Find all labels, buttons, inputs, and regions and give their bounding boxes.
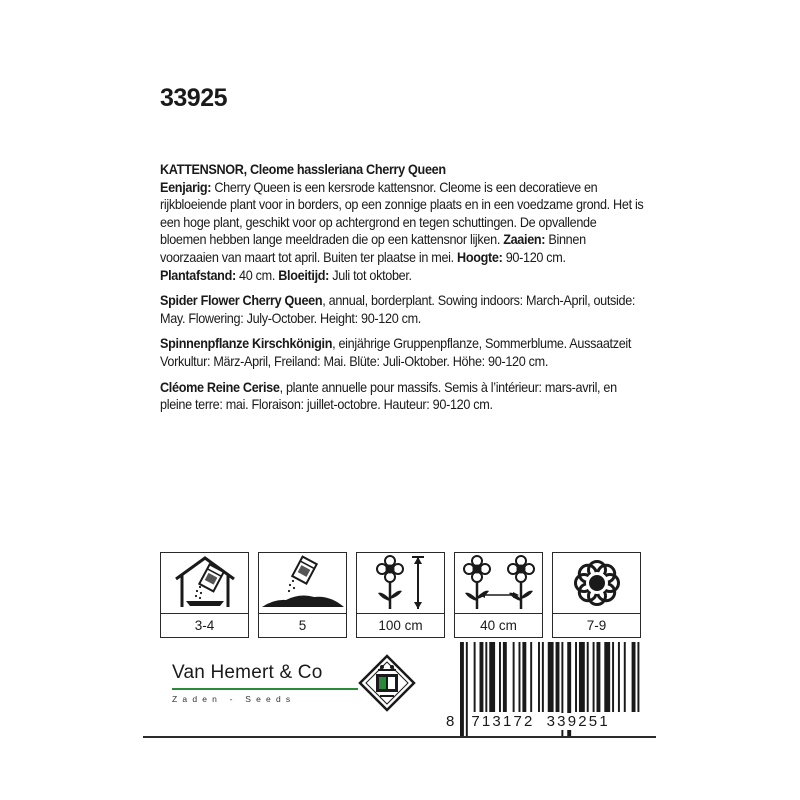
dutch-text-1: Cherry Queen is een kersrode kattensnor. Cleome is een decoratieve en rijkbloeiende plant voor in borders, op een zonnige plaats en in een voedzame grond. Het is een hoge plant, geschikt voor op achtergrond en tegen schuttingen. De opvallende bloemen hebben lange meeldraden die op een kattensnor lijken.	[160, 179, 644, 248]
barcode-bar	[593, 642, 595, 712]
barcode-right-group: 339251	[546, 712, 610, 730]
barcode-bar	[530, 642, 532, 712]
barcode-bar	[575, 642, 577, 712]
barcode-bar	[485, 642, 487, 712]
dutch-text-2: Binnen voorzaaien van maart tot april. Buiten ter plaatse in mei.	[160, 232, 586, 265]
barcode-bar	[548, 642, 554, 712]
icon-cell-flowering	[552, 552, 641, 638]
english-description	[160, 292, 644, 327]
barcode-bar	[522, 642, 526, 712]
barcode-bar	[579, 642, 585, 712]
outdoor-sowing-icon	[260, 555, 346, 611]
plant-height-icon	[366, 555, 436, 611]
dutch-text-3: 90-120 cm.	[502, 249, 566, 265]
icon-cell-plant-height	[356, 552, 445, 638]
english-variety-name: Spider Flower Cherry Queen	[160, 293, 323, 309]
french-description	[160, 379, 644, 414]
brand-underline	[172, 688, 358, 690]
barcode-bar	[587, 642, 589, 712]
outdoor-sowing-months: 5	[298, 618, 307, 633]
dutch-variety-name: KATTENSNOR, Cleome hassleriana Cherry Queen	[160, 162, 446, 177]
barcode-bar	[474, 642, 476, 712]
barcode-bar	[624, 642, 626, 712]
barcode-bar	[499, 642, 501, 712]
barcode-left-group: 713172	[471, 712, 535, 730]
dutch-description	[160, 161, 644, 284]
german-description	[160, 335, 644, 370]
brand-block	[172, 662, 362, 704]
barcode-bar	[538, 642, 540, 712]
label-hoogte: Hoogte:	[457, 249, 503, 265]
german-variety-name: Spinnenpflanze Kirschkönigin	[160, 336, 333, 352]
plant-spacing-icon	[459, 555, 539, 611]
label-eenjarig: Eenjarig:	[160, 179, 212, 195]
french-variety-name: Cléome Reine Cerise	[160, 379, 280, 395]
barcode-bar	[556, 642, 560, 712]
barcode-bar	[542, 642, 544, 712]
label-plantafstand: Plantafstand:	[160, 267, 236, 283]
barcode-first-digit: 8	[446, 712, 456, 730]
bottom-rule	[143, 736, 656, 738]
plant-height-value: 100 cm	[378, 618, 423, 633]
article-number: 33925	[160, 84, 228, 112]
brand-name: Van Hemert & Co	[172, 662, 323, 683]
french-text: , plante annuelle pour massifs. Semis à l’intérieur: mars-avril, en pleine terre: mai. Floraison: juillet-octobre. Hauteur: 90-120 cm.	[160, 379, 617, 413]
growing-info-icons	[160, 552, 641, 638]
indoor-sowing-months: 3-4	[194, 618, 215, 633]
icon-cell-indoor-sowing	[160, 552, 249, 638]
flowering-icon	[569, 555, 625, 611]
barcode-bar	[604, 642, 610, 712]
brand-tagline: Zaden - Seeds	[172, 694, 296, 704]
icon-cell-plant-spacing	[454, 552, 543, 638]
icon-cell-outdoor-sowing	[258, 552, 347, 638]
barcode-digits	[446, 710, 642, 732]
barcode-bar	[637, 642, 639, 712]
english-text: , annual, borderplant. Sowing indoors: March-April, outside: May. Flowering: July-October. Height: 90-120 cm.	[160, 293, 636, 326]
barcode-bar	[612, 642, 614, 712]
indoor-sowing-icon	[170, 555, 240, 611]
dutch-text-5: Juli tot oktober.	[329, 267, 412, 283]
barcode-bar	[489, 642, 495, 712]
barcode-bar	[618, 642, 620, 712]
description-text	[160, 161, 644, 422]
german-text: , einjährige Gruppenpflanze, Sommerblume. Aussaatzeit Vorkultur: März-April, Freiland: Mai. Blüte: Juli-Oktober. Höhe: 90-120 cm.	[160, 336, 632, 369]
barcode-bar	[513, 642, 515, 712]
flowering-months: 7-9	[586, 618, 607, 633]
barcode-bar	[503, 642, 507, 712]
barcode-bar	[480, 642, 484, 712]
dutch-text-4: 40 cm.	[235, 267, 279, 283]
brand-logo-icon	[358, 654, 416, 712]
plant-spacing-value: 40 cm	[480, 618, 517, 633]
barcode-bar	[632, 642, 636, 712]
label-zaaien: Zaaien:	[503, 232, 546, 248]
barcode-bar	[597, 642, 601, 712]
barcode-bar	[519, 642, 521, 712]
label-bloeitijd: Bloeitijd:	[278, 267, 330, 283]
